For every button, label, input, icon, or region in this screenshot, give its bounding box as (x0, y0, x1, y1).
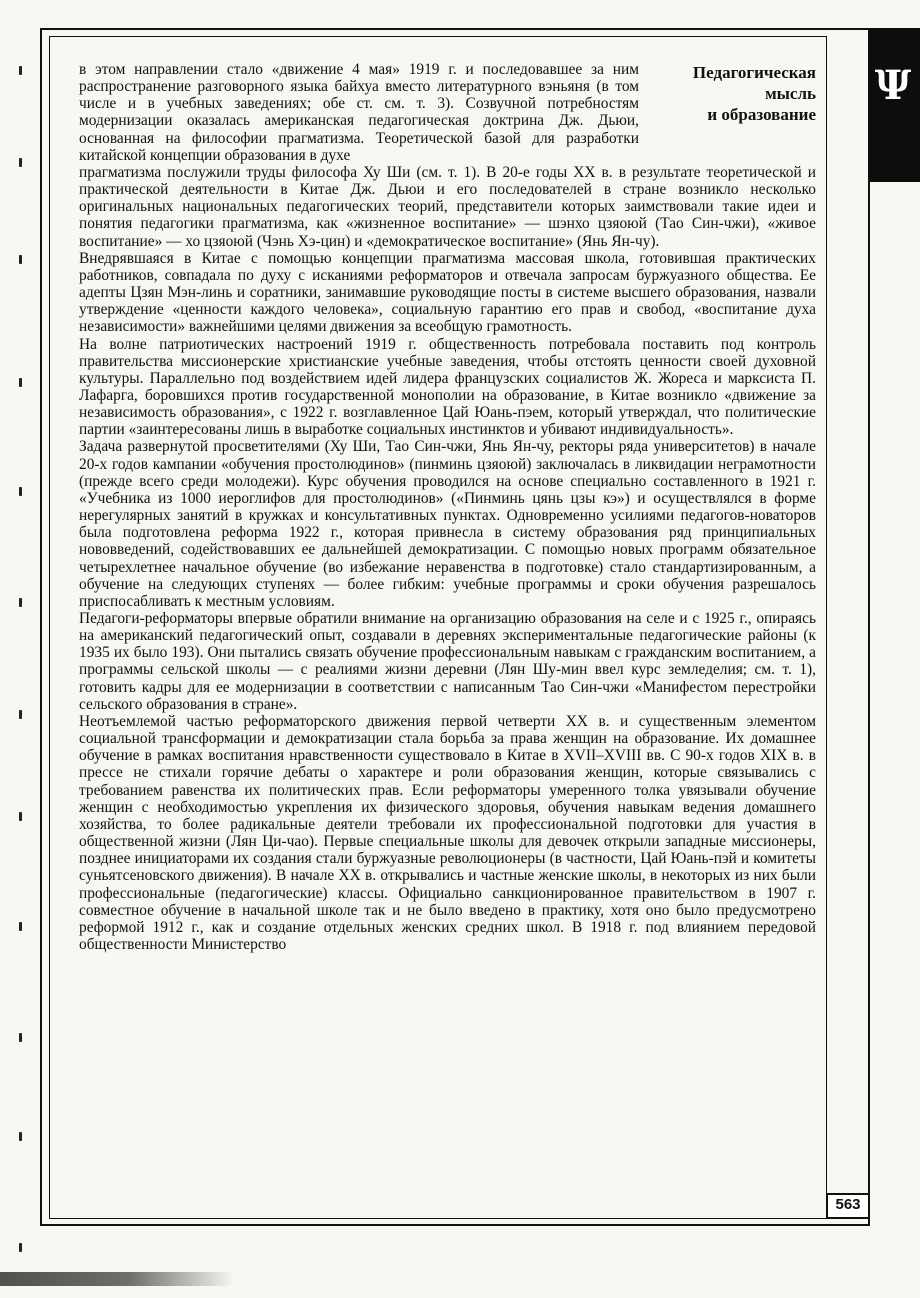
paragraph: На волне патриотических настроений 1919 г. общественность потребовала поставить под контроль правительства миссионерские христианские учебные заведения, чтобы отстоять ценности своей духовной культуры. Параллельно под воздействием идей лидера французских социалистов Ж. Жореса и марксиста П. Лафарга, боровшихся против государственной монополии на образование, в Китае возникло «движение за независимость образования», с 1922 г. возглавленное Цай Юань-пэем, который утверждал, что политические партии «заинтересованы лишь в выработке социальных инстинктов и убивают индивидуальность». (79, 335, 816, 439)
margin-mark (19, 812, 22, 821)
margin-rule (826, 36, 827, 1219)
margin-mark (19, 922, 22, 931)
scan-smudge (0, 1272, 235, 1286)
margin-mark (19, 255, 22, 264)
paragraph: Внедрявшаяся в Китае с помощью концепции прагматизма массовая школа, готовившая практических работников, совпадала по духу с исканиями реформаторов и отвечала запросам буржуазного общества. Ее адепты Цзян Мэн-линь и соратники, занимавшие руководящие посты в системе высшего образования, назвали утверждение «ценности каждого человека», социальную гарантию его прав и свобод, «воспитание духа независимости» важнейшими целями движения за всеобщую грамотность. (79, 249, 816, 336)
margin-mark (19, 598, 22, 607)
section-glyph-icon: Ψ (874, 62, 912, 109)
section-title-line: и образование (707, 105, 816, 124)
paragraph: Неотъемлемой частью реформаторского движения первой четверти XX в. и существенным элементом социальной трансформации и демократизации стала борьба за права женщин на образование. Их домашнее обучение в рамках воспитания нравственности существовало в Китае в XVII–XVIII вв. С 90-х годов XIX в. в прессе не стихали горячие дебаты о характере и роли образования женщин, которые связывались с требованием равенства их политических прав. Если реформаторы умеренного толка увязывали обучение женщин с необходимостью укрепления их физического здоровья, обучения навыкам ведения домашнего хозяйства, то более радикальные деятели требовали их профессиональной подготовки для участия в общественной жизни (Лян Ци-чао). Первые специальные школы для девочек открыли западные миссионеры, позднее инициаторами их создания стали буржуазные революционеры (в частности, Цай Юань-пэй и комитеты суньятсеновского движения). В начале XX в. открывались и частные женские школы, в некоторых из них были профессиональные (педагогические) классы. Официально санкционированное правительством в 1907 г. совместное обучение в начальной школе так и не было введено в практику, хотя оно было предусмотрено реформой 1912 г., как и создание отдельных женских средних школ. В 1918 г. под влиянием передовой общественности Министерство (79, 712, 816, 953)
margin-mark (19, 487, 22, 496)
paragraph: Педагоги-реформаторы впервые обратили внимание на организацию образования на селе и с 1925 г., опираясь на американский педагогический опыт, создавали в деревнях экспериментальные педагогические районы (к 1935 их было 193). Они пытались связать обучение профессиональным навыкам с гражданским воспитанием, а программы сельской школы — с реалиями жизни деревни (Лян Шу-мин ввел курс земледелия; см. т. 1), готовить кадры для ее модернизации в соответствии с написанным Тао Син-чжи «Манифестом перестройки сельского образования в стране». (79, 610, 816, 713)
paragraph: прагматизма послужили труды философа Ху Ши (см. т. 1). В 20-е годы XX в. в результате теоретической и практической деятельности в Китае Дж. Дьюи и его последователей в стране возникло несколько оригинальных национальных педагогических теорий, представители которых заимствовали такие идеи и понятия педагогики прагматизма, как «жизненное воспитание» — шэнхо цзяоюй (Тао Син-чжи), «живое воспитание» — хо цзяоюй (Чэнь Хэ-цин) и «демократическое воспитание» (Янь Ян-чу). (79, 163, 816, 250)
paragraph: в этом направлении стало «движение 4 мая» 1919 г. и последовавшее за ним распространение разговорного языка байхуа вместо литературного вэньяня (в том числе и в учебных заведениях; обе ст. см. т. 3). Созвучной потребностям модернизации оказалась американская педагогическая доктрина Дж. Дьюи, основанная на философии прагматизма. Теоретической базой для разработки китайской концепции образования в духе (79, 61, 639, 164)
margin-mark (19, 158, 22, 167)
body-text (79, 61, 816, 953)
margin-mark (19, 1243, 22, 1252)
section-title-line: Педагогическая (692, 63, 816, 82)
margin-mark (19, 1132, 22, 1141)
paragraph: Задача развернутой просветителями (Ху Ши, Тао Син-чжи, Янь Ян-чу, ректоры ряда университетов) в начале 20-х годов кампании «обучения простолюдинов» (пинминь цзяоюй) заключалась в ликвидации неграмотности (прежде всего среди молодежи). Курс обучения проводился на основе специально составленного в 1921 г. «Учебника из 1000 иероглифов для простолюдинов» («Пинминь цянь цзы кэ») и осуществлялся в форме нерегулярных занятий в кружках и консультативных пунктах. Одновременно усилиями педагогов-новаторов была подготовлена реформа 1922 г., которая привнесла в систему образования ряд принципиальных нововведений, содействовавших ее дальнейшей демократизации. С помощью новых программ обязательное четырехлетнее начальное обучение (во избежание неравенства в подготовке) стало стандартизированным, а обучение на следующих ступенях — более гибким: учебные программы и сроки обучения разрешалось приспосабливать к местным условиям. (79, 438, 816, 610)
margin-mark (19, 1033, 22, 1042)
section-title-line: мысль (765, 84, 816, 103)
margin-mark (19, 378, 22, 387)
margin-mark (19, 66, 22, 75)
margin-mark (19, 710, 22, 719)
page-number: 563 (835, 1196, 861, 1213)
